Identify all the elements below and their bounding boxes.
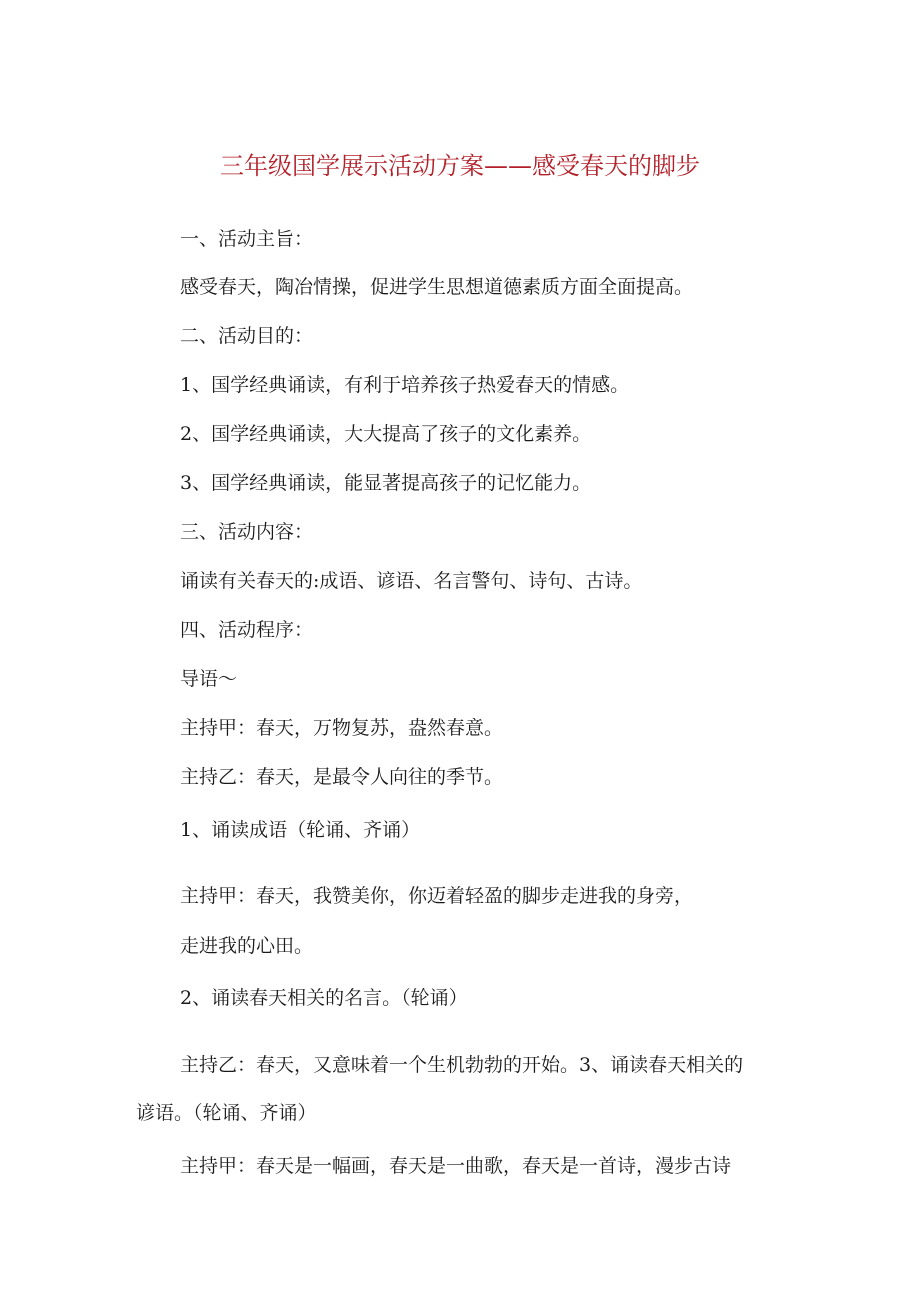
paragraph: 主持甲：春天，我赞美你，你迈着轻盈的脚步走进我的身旁，: [180, 885, 694, 907]
paragraph: 主持乙：春天，又意味着一个生机勃勃的开始。3、诵读春天相关的: [180, 1054, 744, 1076]
list-item: 1、国学经典诵读，有利于培养孩子热爱春天的情感。: [180, 374, 630, 396]
heading-goals: 二、活动目的：: [180, 325, 314, 347]
document-title: 三年级国学展示活动方案——感受春天的脚步: [220, 152, 700, 180]
paragraph: 走进我的心田。: [180, 935, 314, 957]
paragraph: 主持甲：春天，万物复苏，盎然春意。: [180, 717, 504, 739]
heading-content: 三、活动内容：: [180, 521, 314, 543]
list-item: 2、国学经典诵读，大大提高了孩子的文化素养。: [180, 423, 592, 445]
heading-procedure: 四、活动程序：: [180, 619, 314, 641]
paragraph: 谚语。（轮诵、齐诵）: [136, 1102, 317, 1124]
paragraph: 诵读有关春天的:成语、谚语、名言警句、诗句、古诗。: [180, 570, 643, 592]
paragraph: 1、诵读成语（轮诵、齐诵）: [180, 819, 421, 841]
paragraph: 主持甲：春天是一幅画，春天是一曲歌，春天是一首诗，漫步古诗: [180, 1155, 732, 1177]
heading-purpose: 一、活动主旨：: [180, 228, 314, 250]
list-item: 3、国学经典诵读，能显著提高孩子的记忆能力。: [180, 472, 592, 494]
paragraph: 导语～: [180, 668, 238, 690]
paragraph: 主持乙：春天，是最令人向往的季节。: [180, 766, 504, 788]
paragraph: 感受春天，陶冶情操，促进学生思想道德素质方面全面提高。: [180, 276, 694, 298]
paragraph: 2、诵读春天相关的名言。（轮诵）: [180, 987, 468, 1009]
